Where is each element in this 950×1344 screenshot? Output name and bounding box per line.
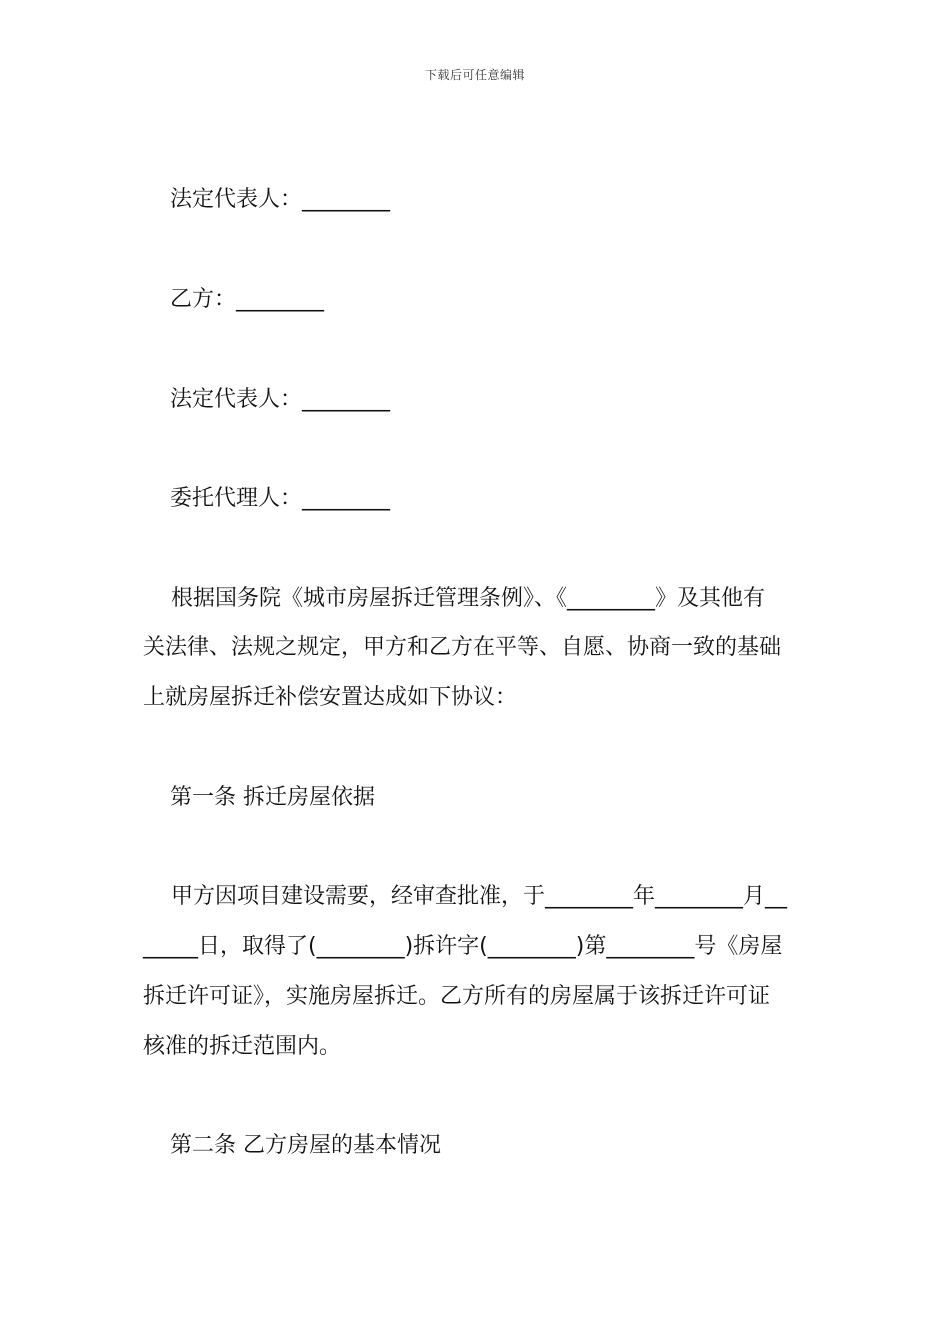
article-1-line-4: 核准的拆迁范围内。	[143, 1034, 342, 1059]
legal-representative-2: 法定代表人：________	[170, 387, 391, 412]
article-2-title: 第二条 乙方房屋的基本情况	[170, 1133, 441, 1158]
authorized-agent: 委托代理人：________	[170, 486, 391, 511]
party-b: 乙方：________	[170, 287, 325, 312]
preamble-line-1: 根据国务院《城市房屋拆迁管理条例》、《________》及其他有	[143, 586, 765, 611]
preamble-line-2: 关法律、法规之规定，甲方和乙方在平等、自愿、协商一致的基础	[143, 635, 782, 660]
preamble-line-3: 上就房屋拆迁补偿安置达成如下协议：	[143, 685, 518, 710]
page-header-note: 下载后可任意编辑	[424, 68, 525, 82]
article-1-title: 第一条 拆迁房屋依据	[170, 785, 375, 810]
article-1-line-1: 甲方因项目建设需要，经审查批准，于________年________月__	[143, 884, 787, 909]
article-1-line-3: 拆迁许可证》，实施房屋拆迁。乙方所有的房屋属于该拆迁许可证	[143, 984, 771, 1009]
legal-representative-1: 法定代表人：________	[170, 187, 391, 212]
article-1-line-2: _____日，取得了(________)拆许字(________)第________号《房屋	[143, 934, 783, 959]
